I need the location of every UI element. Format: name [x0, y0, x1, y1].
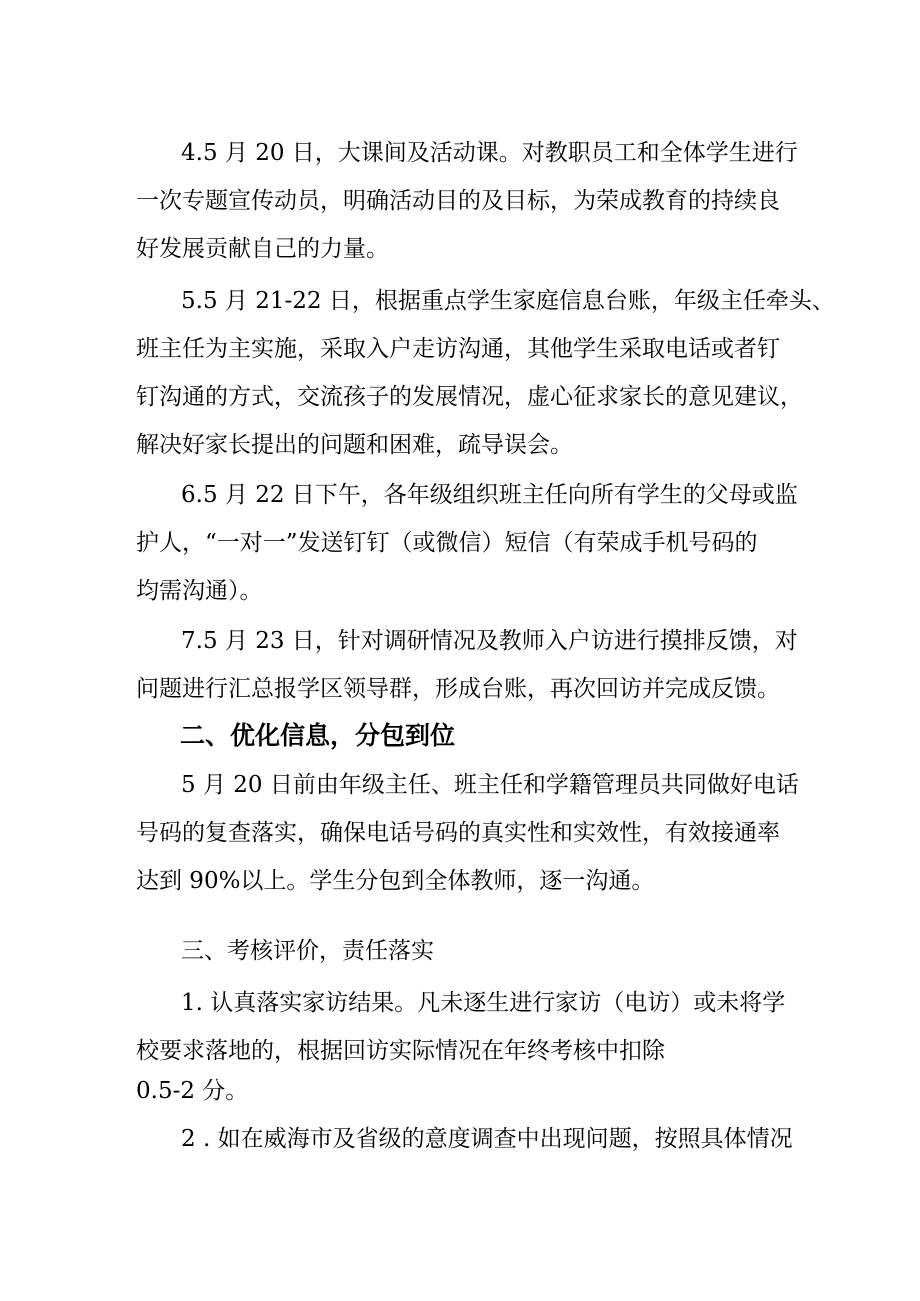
paragraph-line: 0.5-2 分。 — [136, 1078, 249, 1104]
paragraph-line: 2 . 如在威海市及省级的意度调查中出现问题，按照具体情况 — [181, 1126, 793, 1152]
paragraph-line: 均需沟通）。 — [136, 578, 263, 604]
paragraph-line: 解决好家长提出的问题和困难，疏导误会。 — [136, 432, 573, 458]
paragraph-line: 班主任为主实施，采取入户走访沟通，其他学生采取电话或者钉 — [136, 336, 780, 362]
section-heading: 三、考核评价，责任落实 — [181, 938, 434, 964]
paragraph-line: 7.5 月 23 日，针对调研情况及教师入户访进行摸排反馈，对 — [181, 628, 798, 654]
paragraph-line: 一次专题宣传动员，明确活动目的及目标，为荣成教育的持续良 — [136, 188, 780, 214]
paragraph-line: 5.5 月 21-22 日，根据重点学生家庭信息台账，年级主任牵头、 — [181, 288, 835, 314]
paragraph-line: 5 月 20 日前由年级主任、班主任和学籍管理员共同做好电话 — [181, 772, 799, 798]
paragraph-line: 护人，“一对一”发送钉钉（或微信）短信（有荣成手机号码的 — [136, 530, 758, 556]
paragraph-line: 号码的复查落实，确保电话号码的真实性和实效性，有效接通率 — [136, 820, 780, 846]
paragraph-line: 问题进行汇总报学区领导群，形成台账，再次回访并完成反馈。 — [136, 676, 780, 702]
paragraph-line: 达到 90%以上。学生分包到全体教师，逐一沟通。 — [136, 868, 655, 894]
paragraph-line: 好发展贡献自己的力量。 — [136, 236, 389, 262]
paragraph-line: 6.5 月 22 日下午，各年级组织班主任向所有学生的父母或监 — [181, 482, 798, 508]
paragraph-line: 4.5 月 20 日，大课间及活动课。对教职员工和全体学生进行 — [181, 140, 798, 166]
paragraph-line: 校要求落地的，根据回访实际情况在年终考核中扣除 — [136, 1038, 665, 1064]
paragraph-line: 钉沟通的方式，交流孩子的发展情况，虚心征求家长的意见建议， — [136, 384, 803, 410]
section-heading: 二、优化信息，分包到位 — [180, 721, 456, 750]
paragraph-line: 1. 认真落实家访结果。凡未逐生进行家访（电访）或未将学 — [181, 990, 786, 1016]
